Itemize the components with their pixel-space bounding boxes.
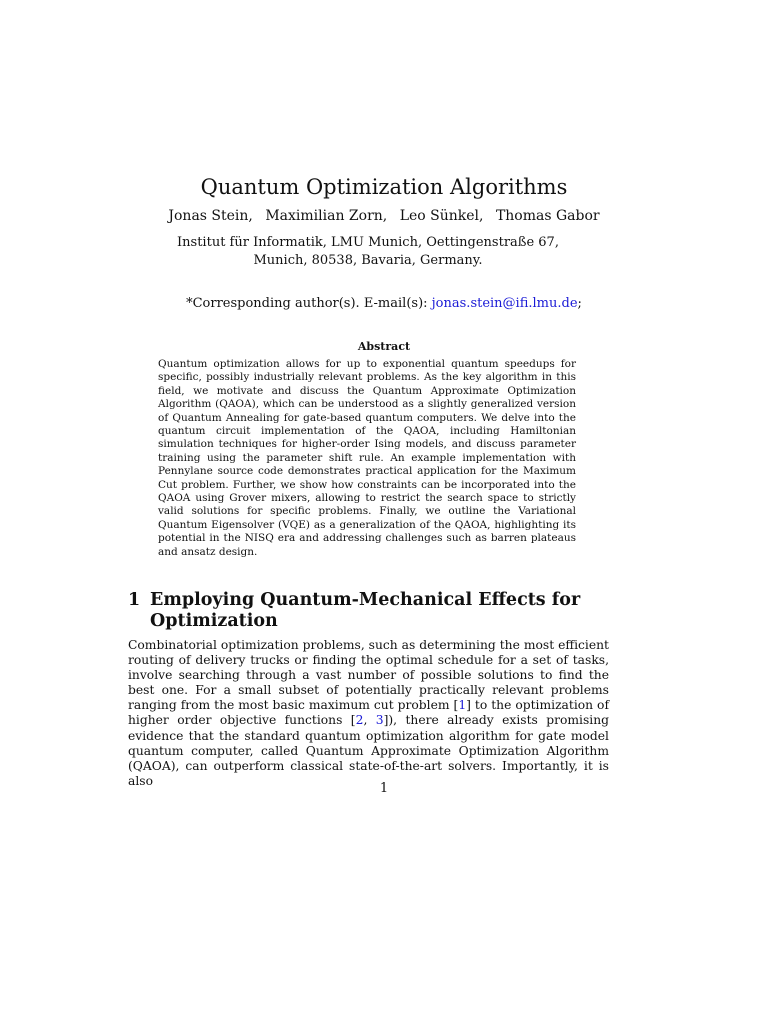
page-number: 1 (379, 781, 389, 796)
citation-link[interactable]: 2 (355, 713, 364, 728)
abstract-text: Quantum optimization allows for up to exponential quantum speedups for specific, possibly industrially relevant problems. As the key algorithm in this field, we motivate and discuss the Quantum Approximate Optimization Algorithm (QAOA), which can be understood as a slightly generalized version of Quantum Annealing for gate-based quantum computers. We delve into the quantum circuit implementation of the QAOA, including Hamiltonian simulation techniques for higher-order Ising models, and discuss parameter training using the parameter shift rule. An example implementation with Pennylane source code demonstrates practical application for the Maximum Cut problem. Further, we show how constraints can be incorporated into the QAOA using Grover mixers, allowing to restrict the search space to strictly valid solutions for specific problems. Finally, we outline the Variational Quantum Eigensolver (VQE) as a generalization of the QAOA, highlighting its potential in the NISQ era and addressing challenges such as barren plateaus and ansatz design. (158, 358, 576, 558)
section-heading (128, 590, 648, 632)
author-list (0, 206, 768, 226)
affiliation: Institut für Informatik, LMU Munich, Oettingenstraße 67, Munich, 80538, Bavaria, Germany. (177, 235, 559, 268)
author-name: Leo Sünkel, (399, 208, 484, 224)
email-link[interactable]: jonas.stein@ifi.lmu.de (431, 296, 578, 311)
corresponding-author (0, 295, 768, 313)
section-number: 1 (128, 590, 141, 610)
paragraph-text: ]), there already exists promising evidence that the standard quantum optimization algorithm for gate model quantum computer, called Quantum Approximate Optimization Algorithm (QAOA), can outperform classical state-of-the-art solvers. Importantly, it is also (128, 713, 609, 788)
paragraph-text: Combinatorial optimization problems, such as determining the most efficient routing of delivery trucks or finding the optimal schedule for a set of tasks, involve searching through a vast number of possible solutions to find the best one. For a small subset of potentially practically relevant problems ranging from the most basic maximum cut problem [ (128, 638, 609, 713)
corresponding-label: *Corresponding author(s). E-mail(s): (186, 296, 432, 311)
section-paragraph (128, 638, 609, 789)
author-name: Jonas Stein, (168, 208, 253, 224)
citation-link[interactable]: 3 (375, 713, 384, 728)
abstract-heading: Abstract (357, 340, 411, 353)
paragraph-text: ] to the optimization of higher order objective functions [ (128, 698, 610, 728)
author-name: Maximilian Zorn, (265, 208, 388, 224)
citation-link[interactable]: 1 (458, 698, 467, 713)
paper-title: Quantum Optimization Algorithms (200, 175, 568, 200)
paragraph-text: , (363, 713, 376, 728)
corresponding-suffix: ; (577, 296, 582, 311)
section-title: Employing Quantum-Mechanical Effects for Optimization (150, 590, 581, 631)
author-name: Thomas Gabor (495, 208, 600, 224)
